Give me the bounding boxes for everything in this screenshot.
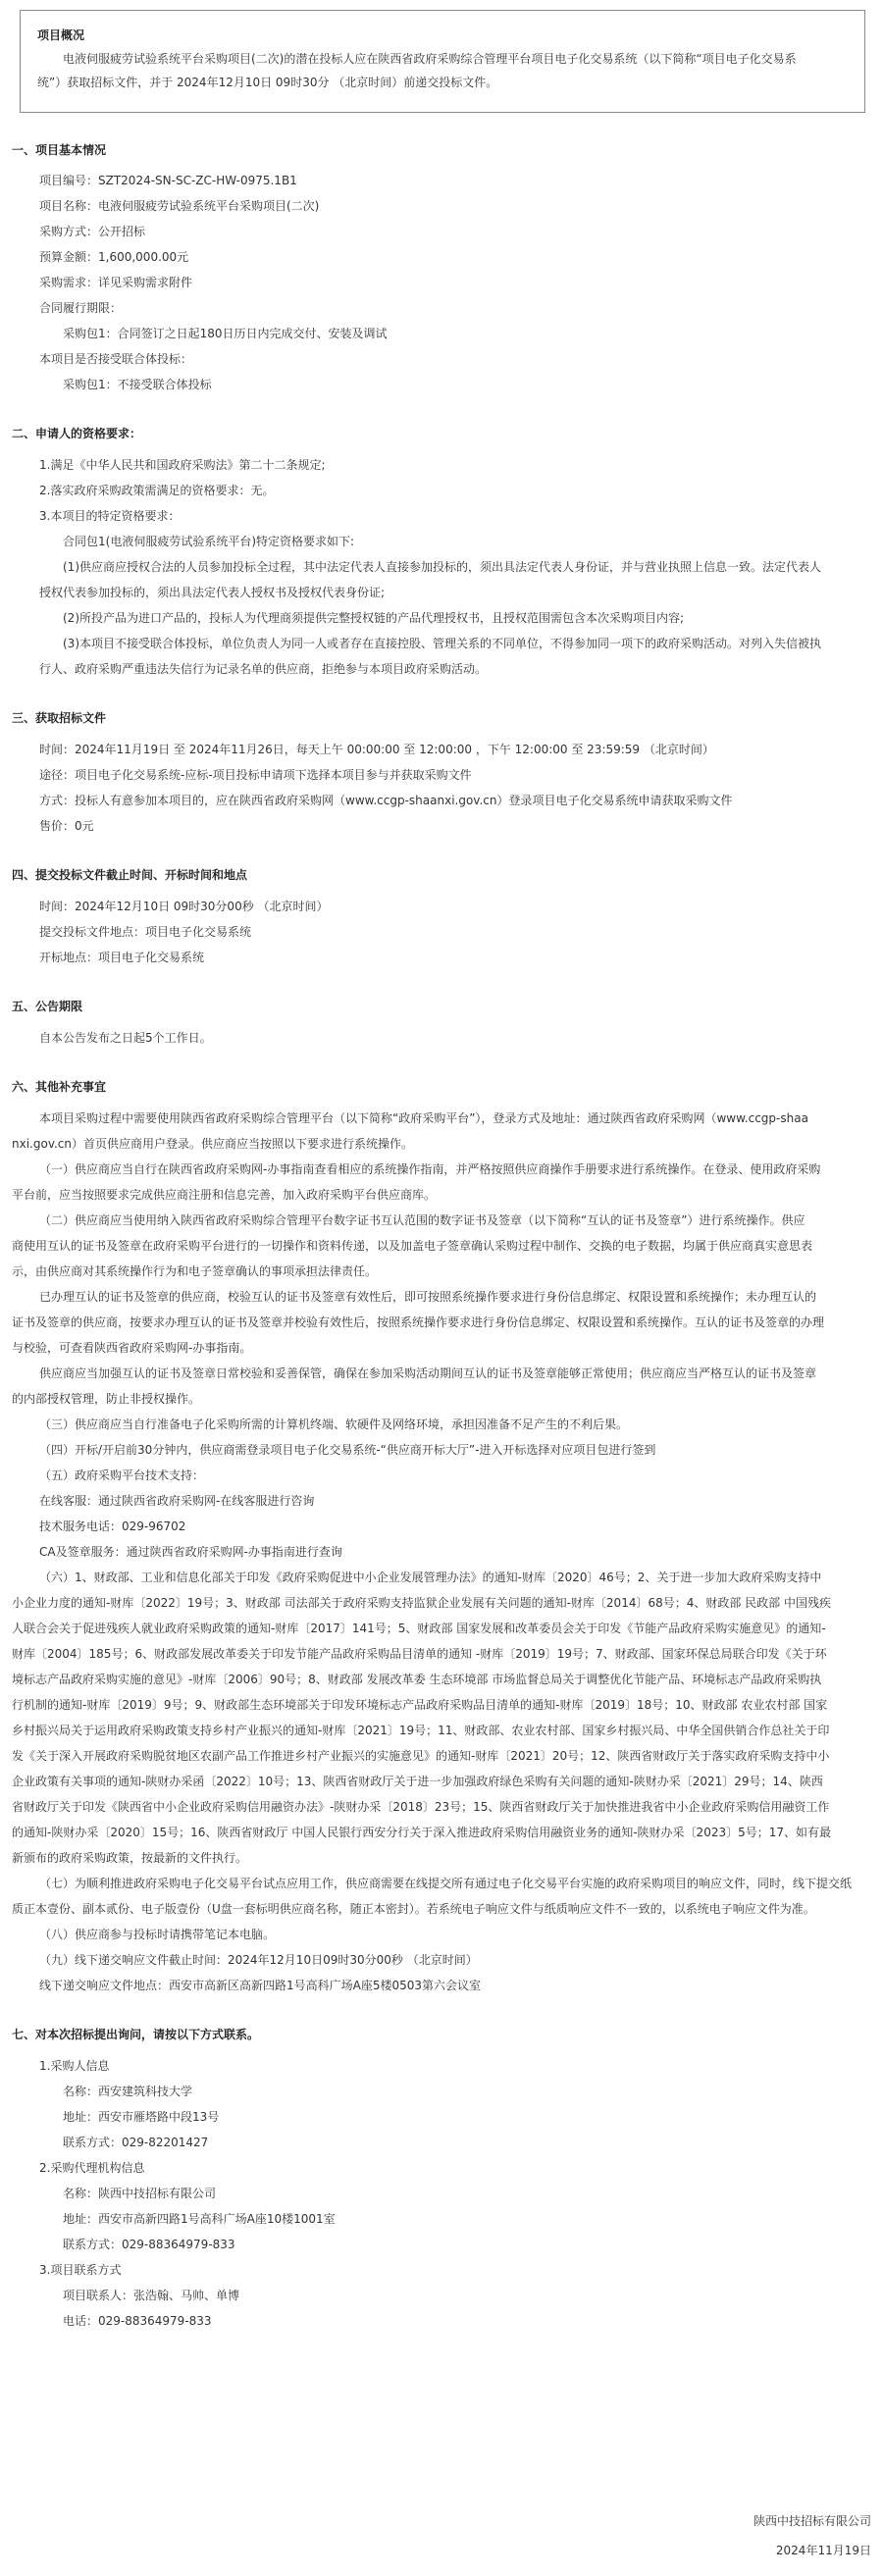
section-heading: 五、公告期限: [12, 1000, 83, 1013]
qualification-line: 授权代表参加投标的，须出具法定代表人授权书及授权代表身份证;: [39, 586, 386, 599]
contact-line: 电话：029-88364979-833: [63, 2314, 212, 2328]
overview-line: 电液伺服疲劳试验系统平台采购项目(二次)的潜在投标人应在陕西省政府采购综合管理平台项目电子化交易系统（以下简称“项目电子化交易系: [63, 52, 797, 66]
qualification-line: 合同包1(电液伺服疲劳试验系统平台)特定资格要求如下:: [63, 535, 355, 548]
section-heading: 三、获取招标文件: [12, 711, 107, 725]
contact-group-title: 3.项目联系方式: [39, 2263, 122, 2277]
supplement-line: nxi.gov.cn）首页供应商用户登录。供应商应当按照以下要求进行系统操作。: [12, 1137, 414, 1151]
supplement-line: 新颁布的政府采购政策，按最新的文件执行。: [12, 1851, 248, 1865]
info-line: 项目名称：电液伺服疲劳试验系统平台采购项目(二次): [39, 199, 320, 213]
qualification-line: (1)供应商应授权合法的人员参加投标全过程，其中法定代表人直接参加投标的，须出具法定代表人身份证，并与营业执照上信息一致。法定代表人: [63, 560, 822, 574]
supplement-line: 商使用互认的证书及签章在政府采购平台进行的一切操作和资料传递，以及加盖电子签章确认采购过程中制作、交换的电子数据，均属于供应商真实意思表: [12, 1239, 813, 1253]
supplement-line: （九）线下递交响应文件截止时间：2024年12月10日09时30分00秒 （北京时间）: [39, 1953, 478, 1967]
contact-line: 联系方式：029-88364979-833: [63, 2238, 235, 2251]
supplement-line: （八）供应商参与投标时请携带笔记本电脑。: [39, 1928, 276, 1941]
overview-line: 统”）获取招标文件，并于 2024年12月10日 09时30分 （北京时间）前递交投标文件。: [37, 76, 498, 89]
supplement-line: 小企业力度的通知-财库〔2022〕19号；3、财政部 司法部关于政府采购支持监狱企业发展有关问题的通知-财库〔2014〕68号；4、财政部 民政部 中国残疾: [12, 1596, 831, 1610]
supplement-line: 技术服务电话：029-96702: [39, 1520, 186, 1533]
obtain-line: 方式：投标人有意参加本项目的，应在陕西省政府采购网（www.ccgp-shaanxi.gov.cn）登录项目电子化交易系统申请获取采购文件: [39, 794, 733, 807]
deadline-line: 提交投标文件地点：项目电子化交易系统: [39, 925, 252, 939]
supplement-line: 境标志产品政府采购实施的意见》-财库〔2006〕90号；8、财政部 发展改革委 生态环境部 市场监督总局关于调整优化节能产品、环境标志产品政府采购执: [12, 1673, 822, 1686]
supplement-line: （四）开标/开启前30分钟内，供应商需登录项目电子化交易系统-“供应商开标大厅”-进入开标选择对应项目包进行签到: [39, 1443, 656, 1457]
supplement-line: 发《关于深入开展政府采购脱贫地区农副产品工作推进乡村产业振兴的实施意见》的通知-财库〔2021〕20号；12、陕西省财政厅关于落实政府采购支持中小: [12, 1749, 830, 1763]
deadline-line: 开标地点：项目电子化交易系统: [39, 951, 205, 964]
supplement-line: 与校验，可查看陕西省政府采购网-办事指南。: [12, 1341, 252, 1355]
supplement-line: 在线客服：通过陕西省政府采购网-在线客服进行咨询: [39, 1494, 315, 1508]
period-line: 自本公告发布之日起5个工作日。: [39, 1031, 212, 1045]
obtain-line: 时间：2024年11月19日 至 2024年11月26日，每天上午 00:00:00 至 12:00:00 ，下午 12:00:00 至 23:59:59 （北京时间）: [39, 743, 714, 756]
qualification-line: (2)所投产品为进口产品的，投标人为代理商须提供完整授权链的产品代理授权书，且授权范围需包含本次采购项目内容;: [63, 611, 685, 625]
supplement-line: 质正本壹份、副本贰份、电子版壹份（U盘一套标明供应商名称，随正本密封）。若系统电子响应文件与纸质响应文件不一致的，以系统电子响应文件为准。: [12, 1902, 815, 1916]
supplement-line: 乡村振兴局关于运用政府采购政策支持乡村产业振兴的通知-财库〔2021〕19号；11、财政部、农业农村部、国家乡村振兴局、中华全国供销合作总社关于印: [12, 1724, 830, 1737]
supplement-line: （二）供应商应当使用纳入陕西省政府采购综合管理平台数字证书互认范围的数字证书及签章（以下简称“互认的证书及签章”）进行系统操作。供应: [39, 1213, 805, 1227]
signature-date: 2024年11月19日: [775, 2544, 871, 2557]
contact-line: 名称：陕西中技招标有限公司: [63, 2187, 217, 2200]
obtain-line: 途径：项目电子化交易系统-应标-项目投标申请项下选择本项目参与并获取采购文件: [39, 768, 472, 782]
supplement-line: 的内部授权管理，防止非授权操作。: [12, 1392, 201, 1406]
obtain-line: 售价：0元: [39, 819, 94, 833]
supplement-line: （三）供应商应当自行准备电子化采购所需的计算机终端、软硬件及网络环境，承担因准备不足产生的不利后果。: [39, 1417, 629, 1431]
section-heading: 六、其他补充事宜: [12, 1080, 107, 1094]
supplement-line: 财库〔2004〕185号；6、财政部发展改革委关于印发节能产品政府采购品目清单的通知 -财库〔2019〕19号；7、财政部、国家环保总局联合印发《关于环: [12, 1647, 827, 1661]
section-heading: 四、提交投标文件截止时间、开标时间和地点: [12, 868, 248, 882]
contact-group-title: 2.采购代理机构信息: [39, 2161, 145, 2175]
info-line: 采购需求：详见采购需求附件: [39, 276, 193, 289]
supplement-line: 的通知-陕财办采〔2020〕15号；16、陕西省财政厅 中国人民银行西安分行关于深入推进政府采购信用融资业务的通知-陕财办采〔2023〕5号；17、如有最: [12, 1826, 832, 1839]
supplement-line: 人联合会关于促进残疾人就业政府采购政策的通知-财库〔2017〕141号；5、财政部 国家发展和改革委员会关于印发《节能产品政府采购实施意见》的通知-: [12, 1622, 826, 1635]
supplement-line: 线下递交响应文件地点：西安市高新区高新四路1号高科广场A座5楼0503第六会议室: [39, 1979, 482, 1992]
info-line: 采购方式：公开招标: [39, 225, 146, 238]
info-line: 预算金额：1,600,000.00元: [39, 250, 189, 264]
info-line: 合同履行期限：: [39, 301, 123, 315]
section-heading: 一、项目基本情况: [12, 143, 107, 157]
contact-line: 名称：西安建筑科技大学: [63, 2085, 193, 2098]
section-heading: 二、申请人的资格要求：: [12, 427, 142, 440]
supplement-line: CA及签章服务：通过陕西省政府采购网-办事指南进行查询: [39, 1545, 342, 1559]
info-line: 采购包1：合同签订之日起180日历日内完成交付、安装及调试: [63, 327, 388, 340]
info-line: 项目编号：SZT2024-SN-SC-ZC-HW-0975.1B1: [39, 174, 297, 187]
info-line: 采购包1：不接受联合体投标: [63, 378, 212, 391]
contact-line: 联系方式：029-82201427: [63, 2136, 209, 2149]
deadline-line: 时间：2024年12月10日 09时30分00秒 （北京时间）: [39, 900, 329, 913]
supplement-line: （六）1、财政部、工业和信息化部关于印发《政府采购促进中小企业发展管理办法》的通知-财库〔2020〕46号；2、关于进一步加大政府采购支持中: [39, 1571, 822, 1584]
supplement-line: （五）政府采购平台技术支持：: [39, 1468, 205, 1482]
supplement-line: 供应商应当加强互认的证书及签章日常校验和妥善保管，确保在参加采购活动期间互认的证书及签章能够正常使用；供应商应当严格互认的证书及签章: [39, 1366, 817, 1380]
supplement-line: （七）为顺利推进政府采购电子化交易平台试点应用工作，供应商需要在线提交所有通过电子化交易平台实施的政府采购项目的响应文件，同时，线下提交纸: [39, 1877, 853, 1890]
overview-title: 项目概况: [37, 28, 85, 42]
info-line: 本项目是否接受联合体投标：: [39, 352, 193, 366]
qualification-line: 3.本项目的特定资格要求：: [39, 509, 181, 523]
qualification-line: 1.满足《中华人民共和国政府采购法》第二十二条规定;: [39, 458, 326, 472]
supplement-line: 已办理互认的证书及签章的供应商，校验互认的证书及签章有效性后，即可按照系统操作要求进行身份信息绑定、权限设置和系统操作；未办理互认的: [39, 1290, 817, 1304]
supplement-line: 本项目采购过程中需要使用陕西省政府采购综合管理平台（以下简称“政府采购平台”），登录方式及地址：通过陕西省政府采购网（www.ccgp-shaa: [39, 1111, 808, 1125]
contact-line: 项目联系人：张浩翰、马帅、单博: [63, 2289, 240, 2302]
qualification-line: 行人、政府采购严重违法失信行为记录名单的供应商，拒绝参与本项目政府采购活动。: [39, 662, 488, 676]
supplement-line: 证书及签章的供应商，按要求办理互认的证书及签章并校验有效性后，按照系统操作要求进行身份信息绑定、权限设置和系统操作。互认的证书及签章的办理: [12, 1315, 825, 1329]
supplement-line: 行机制的通知-财库〔2019〕9号；9、财政部生态环境部关于印发环境标志产品政府采购品目清单的通知-财库〔2019〕18号；10、财政部 农业农村部 国家: [12, 1698, 828, 1712]
qualification-line: (3)本项目不接受联合体投标，单位负责人为同一人或者存在直接控股、管理关系的不同单位，不得参加同一项下的政府采购活动。对列入失信被执: [63, 637, 822, 650]
contact-group-title: 1.采购人信息: [39, 2059, 110, 2073]
supplement-line: 示，由供应商对其系统操作行为和电子签章确认的事项承担法律责任。: [12, 1264, 378, 1278]
supplement-line: （一）供应商应当自行在陕西省政府采购网-办事指南查看相应的系统操作指南，并严格按照供应商操作手册要求进行系统操作。在登录、使用政府采购: [39, 1162, 821, 1176]
supplement-line: 平台前，应当按照要求完成供应商注册和信息完善，加入政府采购平台供应商库。: [12, 1188, 437, 1202]
contact-line: 地址：西安市雁塔路中段13号: [63, 2110, 220, 2124]
supplement-line: 省财政厅关于印发《陕西省中小企业政府采购信用融资办法》-陕财办采〔2018〕23号；15、陕西省财政厅关于加快推进我省中小企业政府采购信用融资工作: [12, 1800, 830, 1814]
signature-org: 陕西中技招标有限公司: [753, 2514, 871, 2528]
contact-line: 地址：西安市高新四路1号高科广场A座10楼1001室: [63, 2212, 336, 2226]
section-heading: 七、对本次招标提出询问，请按以下方式联系。: [12, 2028, 260, 2041]
supplement-line: 企业政策有关事项的通知-陕财办采函〔2022〕10号；13、陕西省财政厅关于进一步加强政府绿色采购有关问题的通知-陕财办采〔2021〕29号；14、陕西: [12, 1775, 823, 1788]
qualification-line: 2.落实政府采购政策需满足的资格要求：无。: [39, 484, 275, 497]
